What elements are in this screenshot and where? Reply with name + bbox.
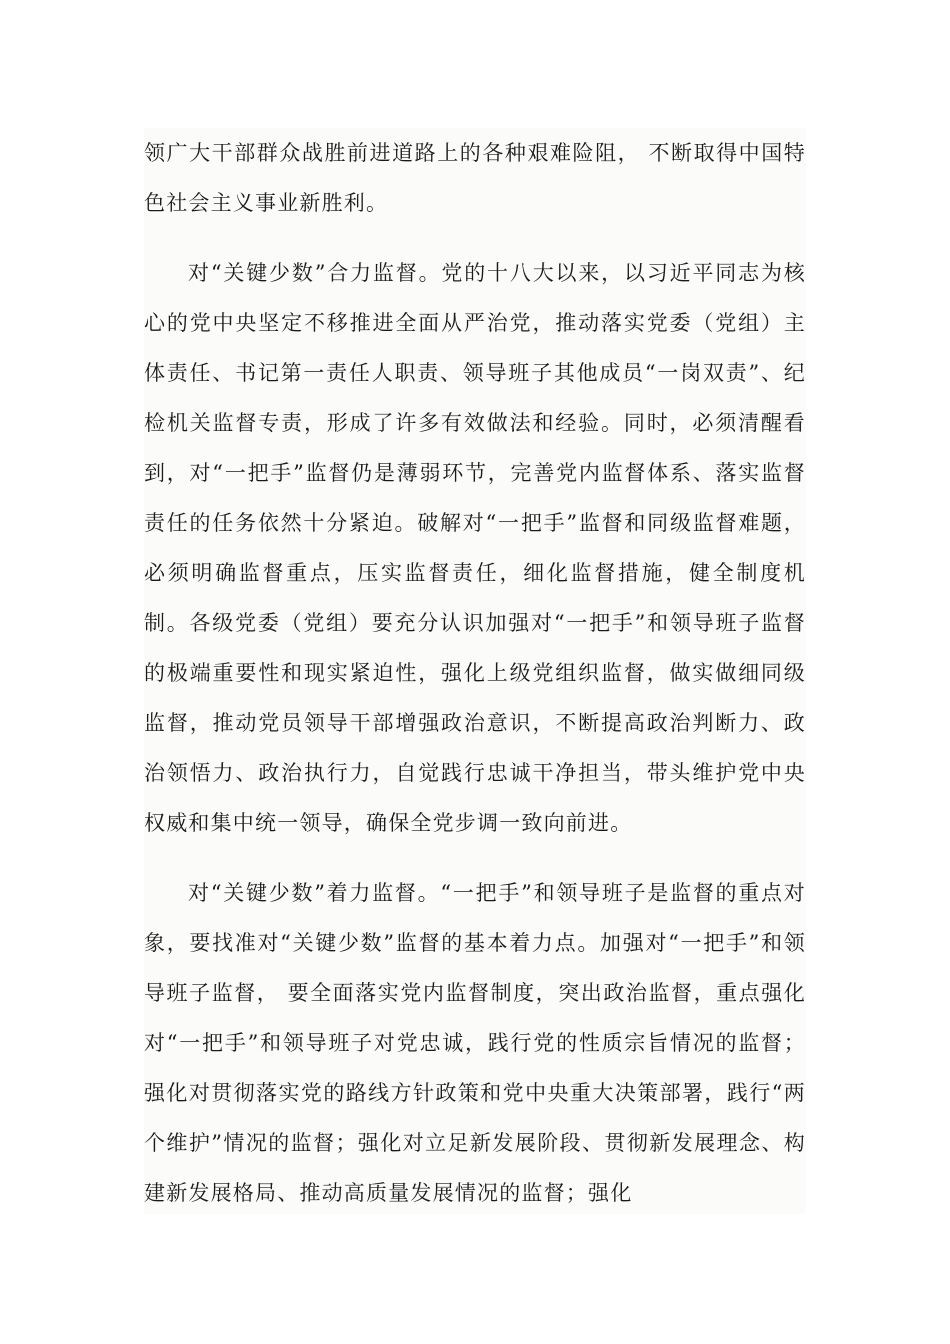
paragraph-1: 领广大干部群众战胜前进道路上的各种艰难险阻， 不断取得中国特色社会主义事业新胜利。 — [144, 141, 806, 215]
body-text — [144, 128, 806, 1214]
paragraph-3: 对“关键少数”着力监督。“一把手”和领导班子是监督的重点对象，要找准对“关键少数”监督的基本着力点。加强对“一把手”和领导班子监督， 要全面落实党内监督制度，突出政治监督，重点强化对“一把手”和领导班子对党忠诚，践行党的性质宗旨情况的监督；强化对贯彻落实党的路线方针政策和党中央重大决策部署，践行“两个维护”情况的监督；强化对立足新发展阶段、贯彻新发展理念、构建新发展格局、推动高质量发展情况的监督；强化 — [144, 881, 806, 1205]
paragraph-2: 对“关键少数”合力监督。党的十八大以来，以习近平同志为核心的党中央坚定不移推进全面从严治党，推动落实党委（党组）主体责任、书记第一责任人职责、领导班子其他成员“一岗双责”、纪检机关监督专责，形成了许多有效做法和经验。同时，必须清醒看到，对“一把手”监督仍是薄弱环节，完善党内监督体系、落实监督责任的任务依然十分紧迫。破解对“一把手”监督和同级监督难题，必须明确监督重点，压实监督责任，细化监督措施，健全制度机制。各级党委（党组）要充分认识加强对“一把手”和领导班子监督的极端重要性和现实紧迫性，强化上级党组织监督，做实做细同级监督，推动党员领导干部增强政治意识，不断提高政治判断力、政治领悟力、政治执行力，自觉践行忠诚干净担当，带头维护党中央权威和集中统一领导，确保全党步调一致向前进。 — [144, 261, 806, 835]
